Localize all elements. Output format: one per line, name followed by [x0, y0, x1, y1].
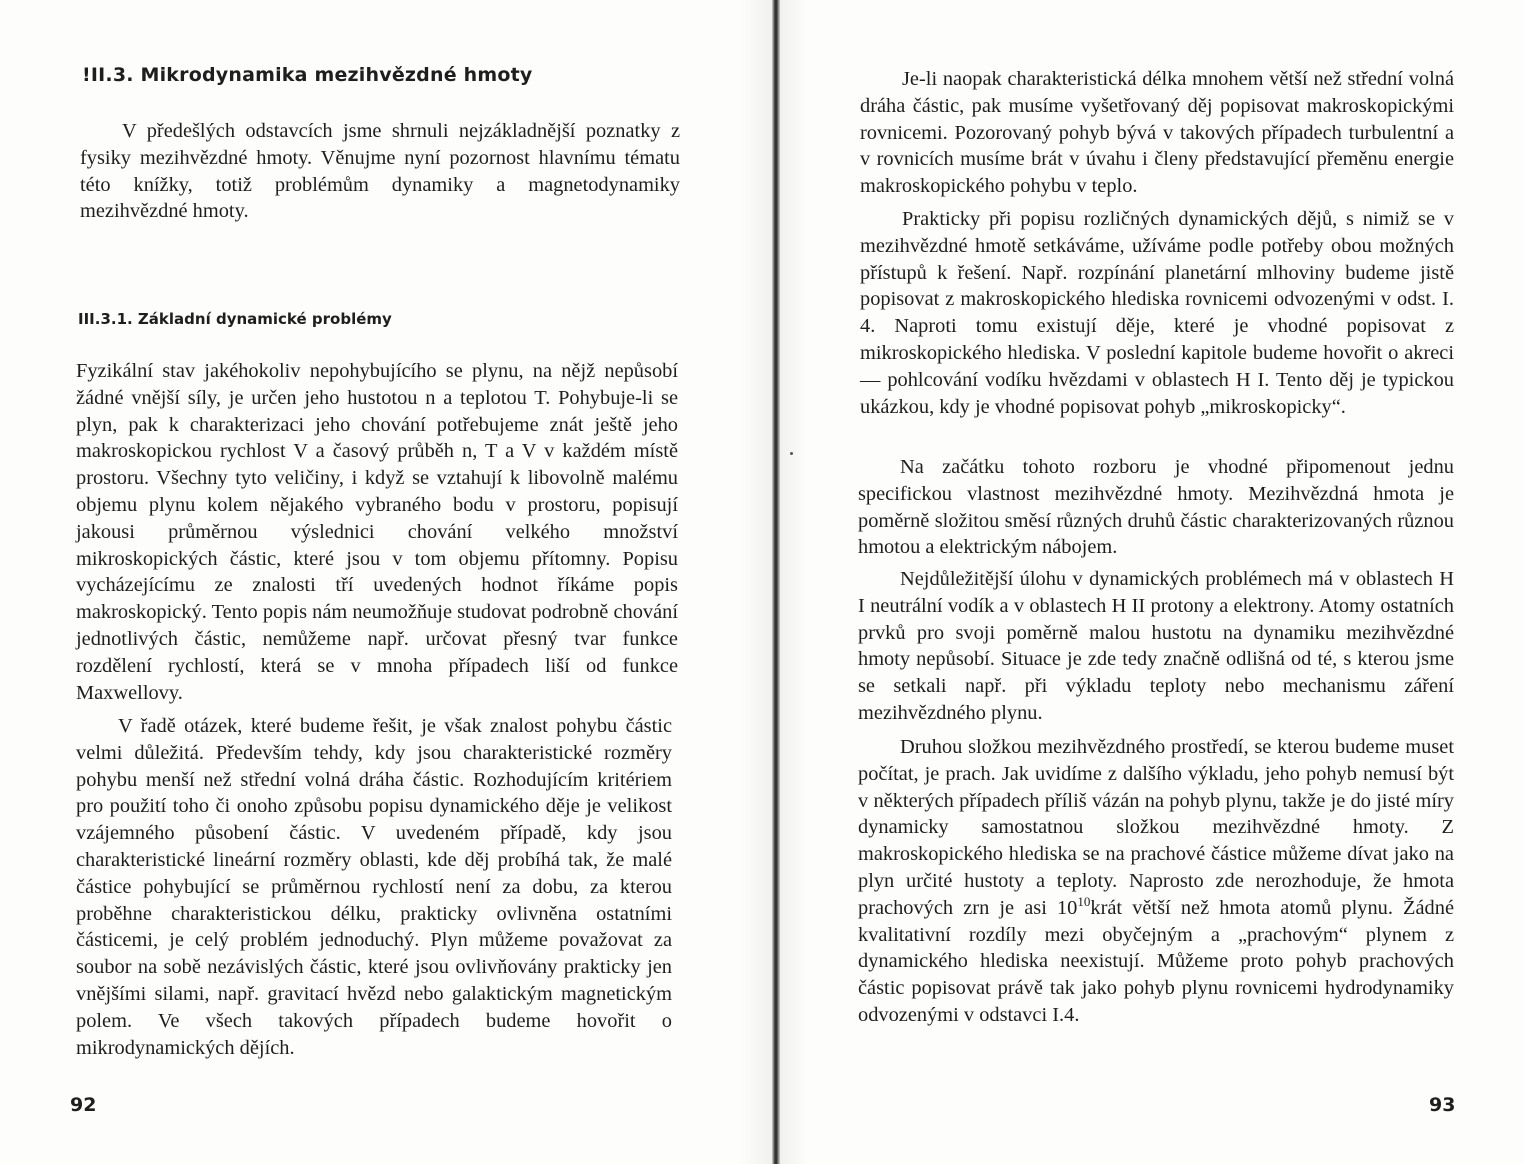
right-paragraph-5: [858, 734, 1454, 1029]
right-paragraph-2: Prakticky při popisu rozličných dynamických dějů, s nimiž se v mezihvězdné hmotě setkáváme, užíváme podle potřeby obou možných přístupů k řešení. Např. rozpínání planetární mlhoviny budeme jistě popisovat z makroskopického hlediska rovnicemi odvozenými v odst. I. 4. Naproti tomu existují děje, které je vhodné popisovat z mikroskopického hlediska. V poslední kapitole budeme hovořit o akreci — pohlcování vodíku hvězdami v oblastech H I. Tento děj je typickou ukázkou, kdy je vhodné popisovat pohyb „mikroskopicky“.: [860, 208, 1454, 418]
page-number-left: 92: [70, 1094, 97, 1116]
left-paragraph-2: Fyzikální stav jakéhokoliv nepohybujícího se plynu, na nějž nepůsobí žádné vnější síly, je určen jeho hustotou n a teplotou T. Pohybuje-li se plyn, pak k charakterizaci jeho chování potřebujeme znát ještě jeho makroskopickou rychlost V a časový průběh n, T a V v každém místě prostoru. Všechny tyto veličiny, i když se vztahují k libovolně malému objemu plynu kolem nějakého vybraného bodu v prostoru, popisují jakousi průměrnou výslednici chování velkého množství mikroskopických částic, které jsou v tom objemu přítomny. Popisu vycházejícímu ze znalosti tří uvedených hodnot říkáme popis makroskopický. Tento popis nám neumožňuje studovat podrobně chování jednotlivých částic, nemůžeme např. určovat přesný tvar funkce rozdělení rychlostí, která se v mnoha případech liší od funkce Maxwellovy.: [76, 360, 678, 704]
gutter-shadow-left: [740, 0, 772, 1164]
section-heading: !II.3. Mikrodynamika mezihvězdné hmoty: [82, 64, 533, 86]
paper-speck: [790, 452, 793, 455]
gutter-shadow-right: [780, 0, 808, 1164]
right-paragraph-4: Nejdůležitější úlohu v dynamických problémech má v oblastech H I neutrální vodík a v oblastech H II protony a elektrony. Atomy ostatních prvků pro svoji poměrně malou hustotu na dynamiku mezihvězdné hmoty nepůsobí. Situace je zde tedy značně odlišná od té, s kterou jsme se setkali např. při výkladu teploty nebo mechanismu záření mezihvězdného plynu.: [858, 568, 1454, 724]
right-paragraph-1: Je-li naopak charakteristická délka mnohem větší než střední volná dráha částic, pak musíme vyšetřovaný děj popisovat makroskopickými rovnicemi. Pozorovaný pohyb bývá v takových případech turbulentní a v rovnicích musíme brát v úvahu i členy představující přeměnu energie makroskopického pohybu v teplo.: [860, 68, 1454, 198]
right-paragraph-5-exponent: 10: [1077, 893, 1091, 909]
subsection-heading: III.3.1. Základní dynamické problémy: [78, 310, 392, 328]
right-paragraph-5-text-b: krát větší než hmota atomů plynu. Žádné kvalitativní rozdíly mezi obyčejným a „prachovým“ plynem z dynamického hlediska neexistují. Můžeme proto pohyb prachových částic popisovat právě tak jako pohyb plynu rovnicemi hydrodynamiky odvozenými v odstavci I.4.: [858, 896, 1454, 1026]
right-paragraph-5-text-a: Druhou složkou mezihvězdného prostředí, se kterou budeme muset počítat, je prach. Jak uvidíme z dalšího výkladu, jeho pohyb nemusí být v některých případech příliš vázán na pohyb plynu, takže je do jisté míry dynamicky samostatnou složkou mezihvězdné hmoty. Z makroskopického hlediska se na prachové částice můžeme dívat jako na plyn určité hustoty a teploty. Naprosto zde nerozhoduje, že hmota prachových zrn je asi 10: [858, 736, 1454, 919]
left-paragraph-3: V řadě otázek, které budeme řešit, je však znalost pohybu částic velmi důležitá. Především tehdy, kdy jsou charakteristické rozměry pohybu menší než střední volná dráha částic. Rozhodujícím kritériem pro použití toho či onoho způsobu popisu dynamického děje je velikost vzájemného působení částic. V uvedeném případě, kdy jsou charakteristické lineární rozměry oblasti, kde děj probíhá tak, že malé částice pohybující se průměrnou rychlostí není za dobu, za kterou proběhne charakteristickou délku, prakticky ovlivněna ostatními částicemi, je celý problém jednoduchý. Plyn můžeme považovat za soubor na sobě nezávislých částic, které jsou ovlivňovány prakticky jen vnějšími silami, např. gravitací hvězd nebo galaktickým magnetickým polem. Ve všech takových případech budeme hovořit o mikrodynamických dějích.: [76, 715, 672, 1059]
right-paragraph-3: Na začátku tohoto rozboru je vhodné připomenout jednu specifickou vlastnost mezihvězdné hmoty. Mezihvězdná hmota je poměrně složitou směsí různých druhů částic charakterizovaných různou hmotou a elektrickým nábojem.: [858, 456, 1454, 559]
page-number-right: 93: [1429, 1094, 1456, 1116]
left-paragraph-1: V předešlých odstavcích jsme shrnuli nejzákladnější poznatky z fysiky mezihvězdné hmoty. Věnujme nyní pozornost hlavnímu tématu této knížky, totiž problémům dynamiky a magnetodynamiky mezihvězdné hmoty.: [80, 120, 680, 223]
book-gutter: [772, 0, 780, 1164]
